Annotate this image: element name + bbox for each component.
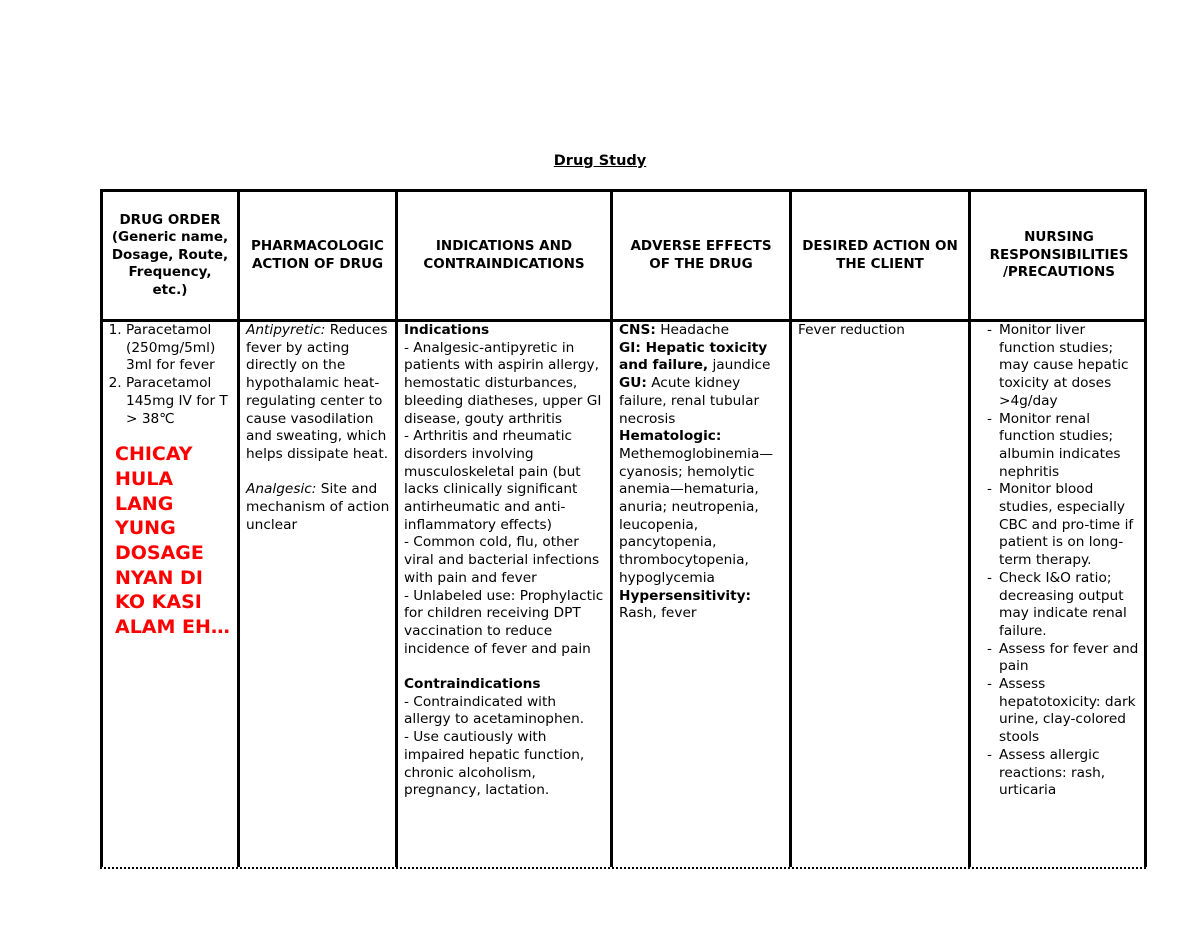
analgesic-text: Site and mechanism of action unclear	[246, 481, 390, 533]
header-indications: INDICATIONS AND CONTRAINDICATIONS	[423, 238, 585, 272]
cns-label: CNS:	[619, 322, 656, 338]
gi-label: GI: Hepatic toxicity and failure,	[619, 339, 768, 374]
cell-pharmacologic-action	[242, 322, 395, 867]
nursing-list	[977, 322, 1143, 800]
analgesic-label: Analgesic:	[246, 481, 317, 498]
nursing-item: - Monitor blood studies, especially CBC and pro-time if patient is on long-term therapy.	[977, 481, 1143, 570]
drug-study-table	[100, 189, 1147, 867]
gu-label: GU:	[619, 375, 647, 392]
contraindication-item: - Contraindicated with allergy to acetaminophen.	[404, 693, 585, 728]
drug-order-list	[109, 322, 233, 428]
nursing-item: - Check I&O ratio; decreasing output may indicate renal failure.	[977, 570, 1143, 641]
hypersensitivity-label: Hypersensitivity:	[619, 587, 752, 604]
drug-order-item: 1. Paracetamol (250mg/5ml) 3ml for fever	[126, 322, 233, 375]
hematologic-label: Hematologic:	[619, 428, 722, 445]
drug-order-item: 2. Paracetamol 145mg IV for T > 38℃	[126, 375, 233, 428]
antipyretic-text: Reduces fever by acting directly on the hypothalamic heat-regulating center to cause vasodilation and sweating, which helps dissipate heat.	[246, 322, 389, 462]
contraindication-item: - Use cautiously with impaired hepatic function, chronic alcoholism, pregnancy, lactation.	[404, 729, 585, 799]
indications-heading: Indications	[404, 322, 490, 338]
antipyretic-label: Antipyretic:	[246, 322, 326, 338]
header-pharmacologic-action: PHARMACOLOGIC ACTION OF DRUG	[251, 238, 384, 272]
contraindications-heading: Contraindications	[404, 676, 541, 693]
hypersensitivity-text: Rash, fever	[619, 605, 697, 622]
cell-indications	[400, 322, 610, 867]
hematologic-text: Methemoglobinemia—cyanosis; hemolytic anemia—hematuria, anuria; neutropenia, leucopenia, pancytopenia, thrombocytopenia, hypoglycemia	[619, 445, 774, 586]
desired-action-text: Fever reduction	[798, 322, 905, 338]
indication-item: - Common cold, flu, other viral and bacterial infections with pain and fever	[404, 534, 600, 586]
header-desired-action: DESIRED ACTION ON THE CLIENT	[802, 238, 958, 272]
cns-text: Headache	[660, 322, 730, 338]
nursing-item: - Monitor liver function studies; may cause hepatic toxicity at doses >4g/day	[977, 322, 1143, 411]
header-nursing: NURSING RESPONSIBILITIES /PRECAUTIONS	[989, 229, 1129, 281]
nursing-item: - Assess hepatotoxicity: dark urine, clay-colored stools	[977, 676, 1143, 747]
nursing-item: - Assess allergic reactions: rash, urticaria	[977, 747, 1143, 800]
cell-adverse-effects	[615, 322, 789, 867]
header-adverse-effects: ADVERSE EFFECTS OF THE DRUG	[630, 238, 772, 272]
cell-drug-order	[105, 322, 237, 867]
nursing-item: - Assess for fever and pain	[977, 641, 1143, 676]
cell-nursing	[973, 322, 1147, 867]
table-bottom-border	[100, 867, 1147, 869]
header-drug-order: DRUG ORDER (Generic name, Dosage, Route, Frequency, etc.)	[111, 211, 229, 298]
gu-text: Acute kidney failure, renal tubular necrosis	[619, 375, 760, 427]
indication-item: - Analgesic-antipyretic in patients with aspirin allergy, hemostatic disturbances, bleeding diatheses, upper GI disease, gouty arthritis	[404, 339, 602, 427]
nursing-item: - Monitor renal function studies; albumin indicates nephritis	[977, 411, 1143, 482]
indication-item: - Unlabeled use: Prophylactic for children receiving DPT vaccination to reduce incidence of fever and pain	[404, 587, 604, 657]
handwritten-note: CHICAY HULA LANG YUNG DOSAGE NYAN DI KO KASI ALAM EH…	[115, 443, 230, 639]
indication-item: - Arthritis and rheumatic disorders involving musculoskeletal pain (but lacks clinically significant antirheumatic and anti-inflammatory effects)	[404, 428, 581, 533]
gi-text: jaundice	[712, 357, 771, 374]
page-title: Drug Study	[553, 153, 647, 169]
cell-desired-action	[794, 322, 968, 867]
